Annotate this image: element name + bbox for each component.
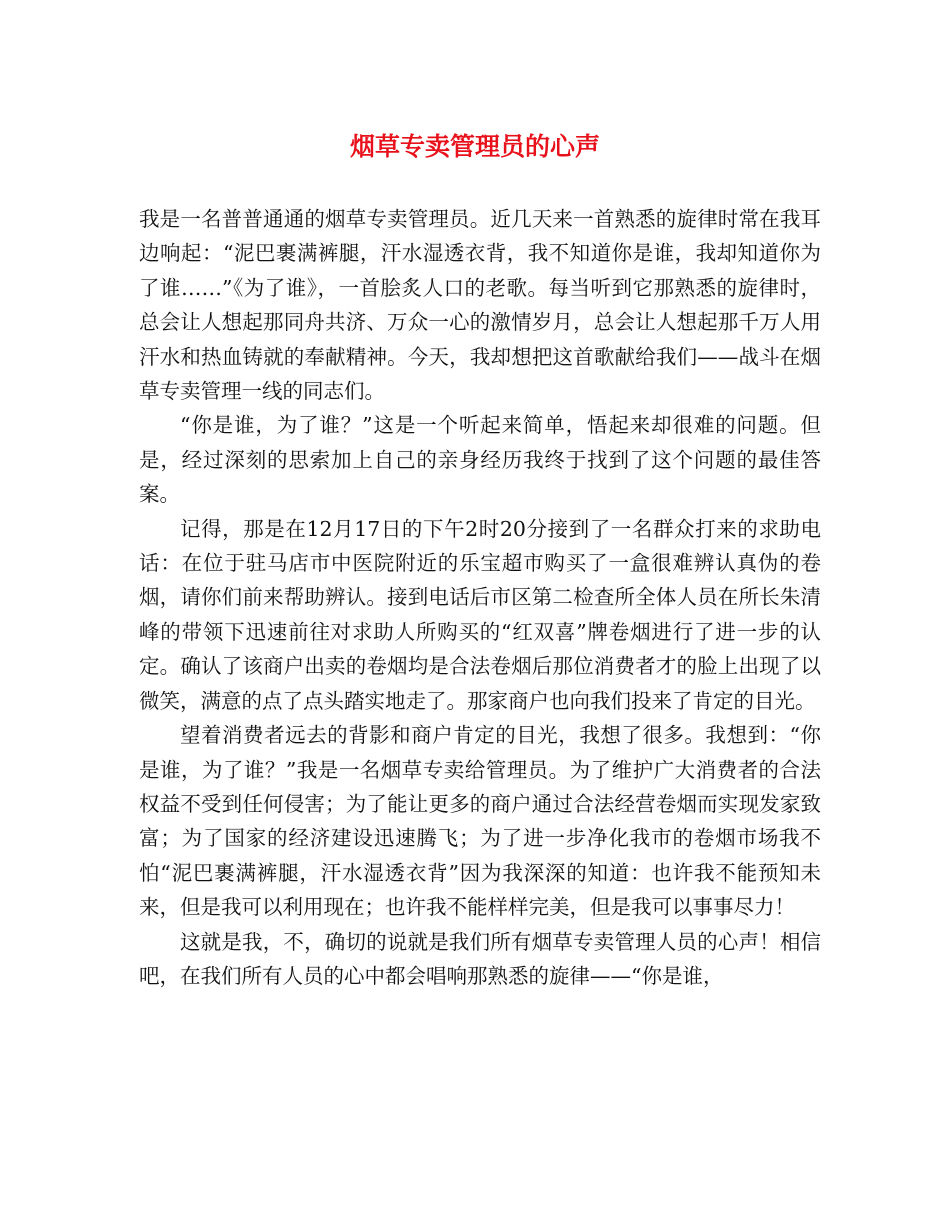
- paragraph-2: “你是谁，为了谁？”这是一个听起来简单，悟起来却很难的问题。但是，经过深刻的思索加上自己的亲身经历我终于找到了这个问题的最佳答案。: [139, 413, 821, 507]
- paragraph-4: 望着消费者远去的背影和商户肯定的目光，我想了很多。我想到：“你是谁，为了谁？”我是一名烟草专卖给管理员。为了维护广大消费者的合法权益不受到任何侵害；为了能让更多的商户通过合法经营卷烟而实现发家致富；为了国家的经济建设迅速腾飞；为了进一步净化我市的卷烟市场我不怕“泥巴裹满裤腿，汗水湿透衣背”因为我深深的知道：也许我不能预知未来，但是我可以利用现在；也许我不能样样完美，但是我可以事事尽力！: [139, 723, 821, 920]
- paragraph-3: 记得，那是在12月17日的下午2时20分接到了一名群众打来的求助电话：在位于驻马店市中医院附近的乐宝超市购买了一盒很难辨认真伪的卷烟，请你们前来帮助辨认。接到电话后市区第二检查所全体人员在所长朱清峰的带领下迅速前往对求助人所购买的“红双喜”牌卷烟进行了进一步的认定。确认了该商户出卖的卷烟均是合法卷烟后那位消费者才的脸上出现了以微笑，满意的点了点头踏实地走了。那家商户也向我们投来了肯定的目光。: [139, 516, 821, 713]
- paragraph-1: 我是一名普普通通的烟草专卖管理员。近几天来一首熟悉的旋律时常在我耳边响起：“泥巴裹满裤腿，汗水湿透衣背，我不知道你是谁，我却知道你为了谁……”《为了谁》，一首脍炙人口的老歌。每当听到它那熟悉的旋律时，总会让人想起那同舟共济、万众一心的激情岁月，总会让人想起那千万人用汗水和热血铸就的奉献精神。今天，我却想把这首歌献给我们——战斗在烟草专卖管理一线的同志们。: [139, 207, 821, 404]
- document-body: [139, 202, 821, 993]
- document-title: 烟草专卖管理员的心声: [349, 132, 600, 161]
- paragraph-5: 这就是我，不，确切的说就是我们所有烟草专卖管理人员的心声！相信吧，在我们所有人员的心中都会唱响那熟悉的旋律——“你是谁，: [139, 929, 821, 988]
